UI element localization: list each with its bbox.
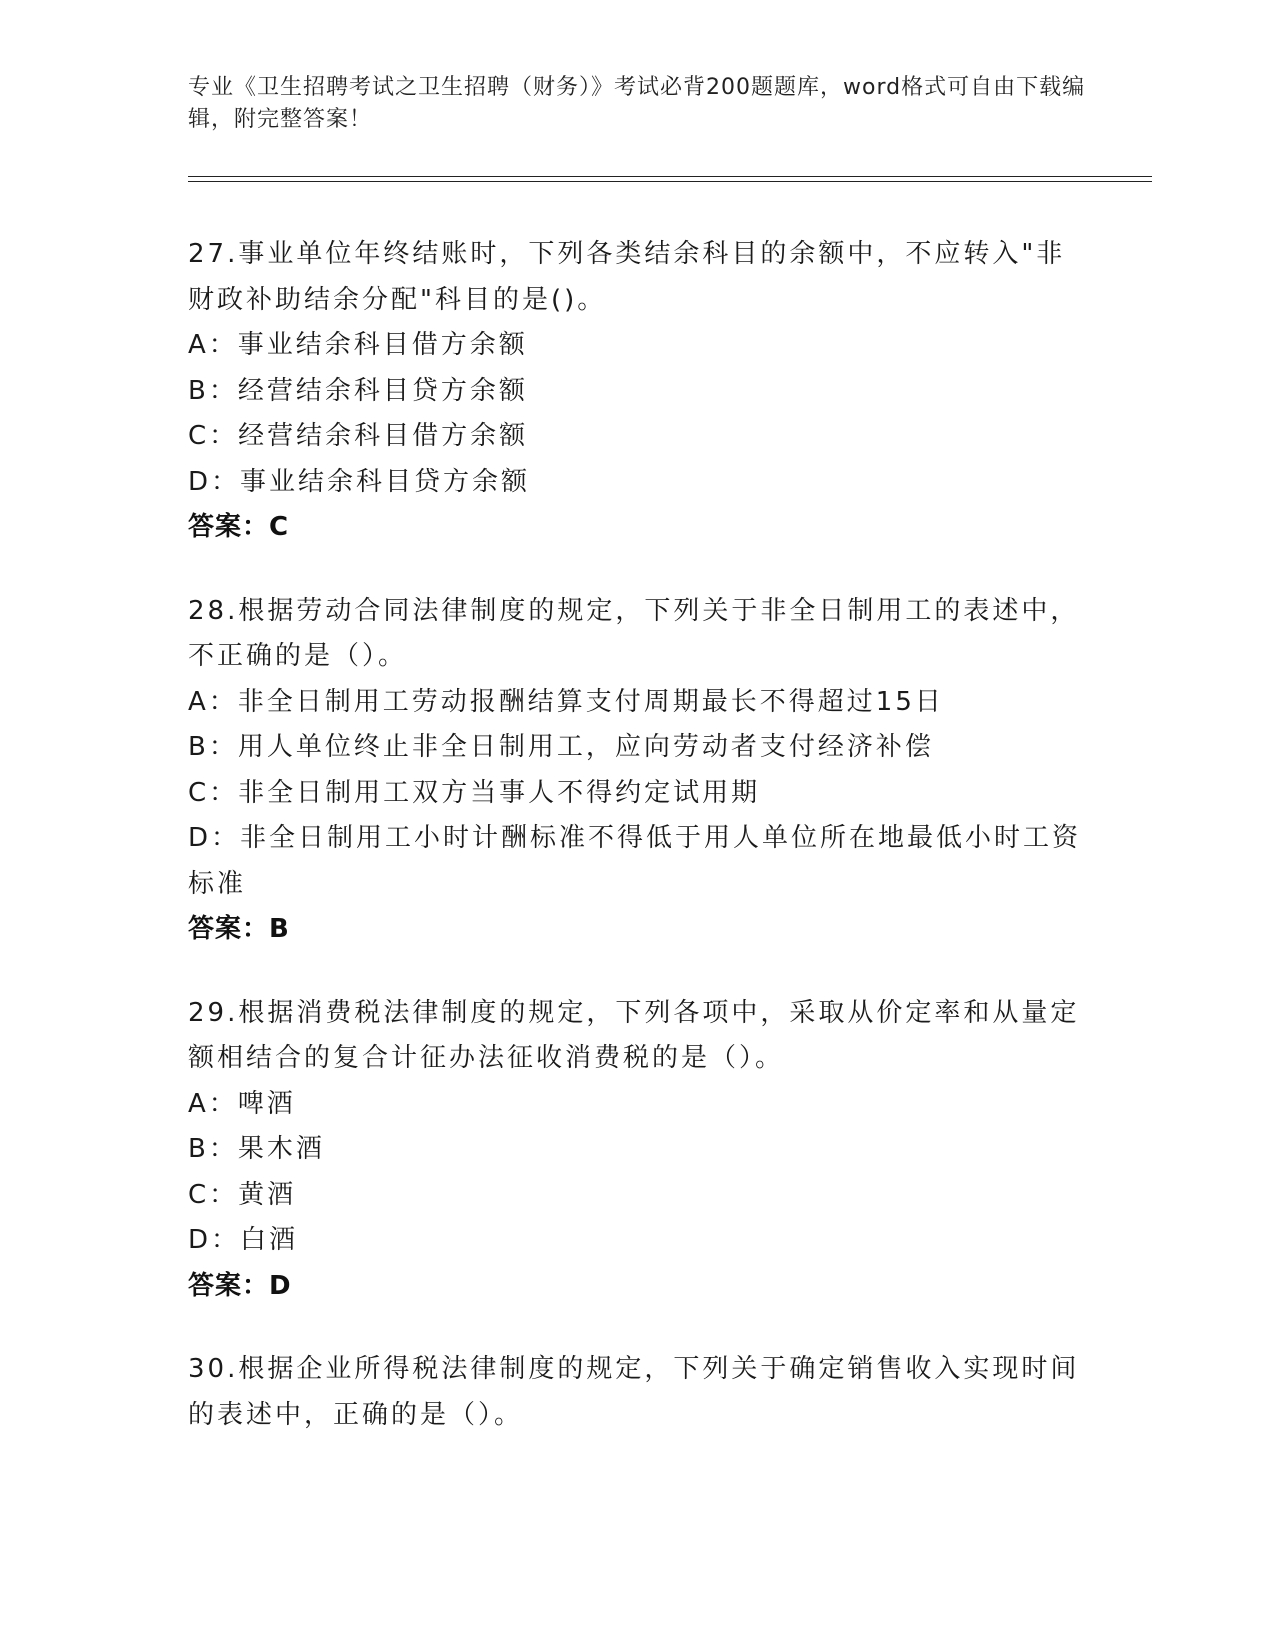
option-c: C：黄酒 (188, 1179, 297, 1210)
question-stem: 27.事业单位年终结账时，下列各类结余科目的余额中，不应转入"非财政补助结余分配"科目的是()。 (188, 239, 1066, 315)
answer-label: 答案：B (188, 914, 290, 944)
question-29 (188, 991, 1088, 1310)
option-b: B：经营结余科目贷方余额 (188, 375, 528, 406)
option-d: D：白酒 (188, 1225, 299, 1255)
option-a: A：事业结余科目借方余额 (188, 330, 528, 360)
option-b: B：果木酒 (188, 1134, 325, 1164)
question-list (188, 232, 1088, 1476)
option-a: A：啤酒 (188, 1088, 296, 1119)
question-30 (188, 1347, 1088, 1438)
question-stem: 28.根据劳动合同法律制度的规定，下列关于非全日制用工的表述中，不正确的是（）。 (188, 595, 1080, 671)
option-d: D：事业结余科目贷方余额 (188, 466, 531, 497)
question-28 (188, 589, 1088, 953)
document-header: 专业《卫生招聘考试之卫生招聘（财务）》考试必背200题题库，word格式可自由下载编辑，附完整答案！ (188, 75, 1086, 132)
answer-label: 答案：C (188, 512, 290, 542)
question-27 (188, 232, 1088, 551)
option-c: C：经营结余科目借方余额 (188, 421, 529, 451)
option-d: D：非全日制用工小时计酬标准不得低于用人单位所在地最低小时工资标准 (188, 823, 1082, 899)
header-divider-bottom (188, 181, 1152, 182)
option-c: C：非全日制用工双方当事人不得约定试用期 (188, 777, 761, 808)
option-b: B：用人单位终止非全日制用工，应向劳动者支付经济补偿 (188, 732, 934, 762)
option-a: A：非全日制用工劳动报酬结算支付周期最长不得超过15日 (188, 686, 944, 717)
question-stem: 30.根据企业所得税法律制度的规定，下列关于确定销售收入实现时间的表述中，正确的是（）。 (188, 1354, 1080, 1430)
header-divider-top (188, 176, 1152, 177)
question-stem: 29.根据消费税法律制度的规定，下列各项中，采取从价定率和从量定额相结合的复合计征办法征收消费税的是（）。 (188, 997, 1080, 1073)
answer-label: 答案：D (188, 1270, 292, 1301)
